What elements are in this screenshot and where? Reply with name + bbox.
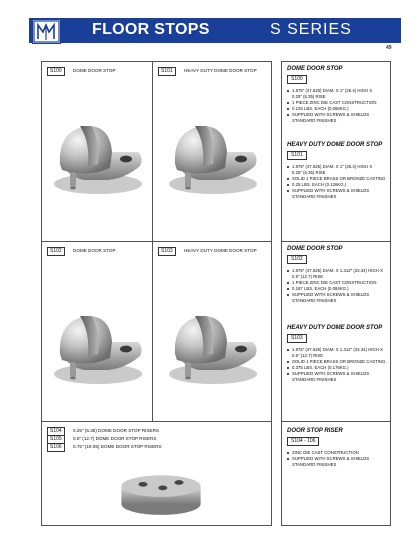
page-number: 49: [386, 45, 392, 51]
dome-door-stop-image: [48, 297, 148, 397]
spec-s104-106: [287, 428, 387, 468]
spec-line: 1.875" (47.625) DIAM. X 1" (25.4) HIGH X: [287, 88, 387, 94]
heavy-duty-dome-door-stop-image: [163, 112, 263, 202]
spec-line: 1.875" (47.625) DIAM. X 1" (25.4) HIGH X: [287, 164, 387, 170]
product-caption: HEAVY DUTY DOME DOOR STOP: [184, 248, 257, 253]
spec-code: S100: [287, 75, 307, 84]
page-title: FLOOR STOPS: [92, 21, 210, 38]
spec-line: SUPPLIED WITH SCREWS & SHIELDS: [287, 371, 387, 377]
spec-line: 0.25" (6.35) RISE: [292, 94, 326, 99]
spec-line: SUPPLIED WITH SCREWS & SHIELDS: [287, 188, 387, 194]
product-code: S104: [47, 427, 65, 436]
spec-line: STANDARD FINISHES: [292, 377, 337, 382]
spec-line: STANDARD FINISHES: [292, 118, 337, 123]
spec-line: 1.875" (47.625) DIAM. X 1.312" (33.34) HIGH X: [287, 347, 387, 353]
product-caption: DOME DOOR STOP: [73, 248, 116, 253]
spec-line: SUPPLIED WITH SCREWS & SHIELDS: [287, 292, 387, 298]
spec-s101: [287, 142, 387, 200]
door-stop-riser-image: [116, 464, 206, 519]
spec-line: 1.875" (47.625) DIAM. X 1.312" (33.34) HIGH X: [287, 268, 387, 274]
product-caption: 0.25" (6.35) DOME DOOR STOP RISERS: [73, 428, 159, 433]
spec-heading: DOME DOOR STOP: [287, 66, 343, 72]
product-code: S102: [47, 247, 65, 256]
spec-list: [287, 164, 387, 200]
heavy-duty-dome-door-stop-image: [163, 297, 263, 397]
spec-heading: HEAVY DUTY DOME DOOR STOP: [287, 325, 383, 331]
spec-line: 1 PIECE ZINC DIE CAST CONSTRUCTION: [287, 280, 387, 286]
spec-line: SUPPLIED WITH SCREWS & SHIELDS: [287, 456, 387, 462]
product-cell-s100: [41, 61, 154, 243]
spec-heading: DOME DOOR STOP: [287, 246, 343, 252]
product-cell-s101: [152, 61, 272, 243]
catalog-header: [29, 18, 401, 43]
spec-list: [287, 268, 387, 304]
spec-line: 0.25" (6.35) RISE: [292, 170, 326, 175]
spec-line: 0.5" (12.7) RISE: [292, 274, 324, 279]
brand-logo-icon: [32, 19, 61, 44]
series-label: S SERIES: [270, 21, 352, 38]
spec-line: ZINC DIE CAST CONSTRUCTION: [287, 450, 387, 456]
spec-heading: DOOR STOP RISER: [287, 428, 343, 434]
product-caption: HEAVY DUTY DOME DOOR STOP: [184, 68, 257, 73]
spec-line: 0.125 LBS. EACH (0.056KG.): [287, 106, 387, 112]
dome-door-stop-image: [48, 112, 148, 202]
spec-line: 0.375 LBS. EACH (0.176KG.): [287, 365, 387, 371]
spec-line: 0.5" (12.7) RISE: [292, 353, 324, 358]
product-code: S100: [47, 67, 65, 76]
spec-s102: [287, 246, 387, 304]
product-caption: DOME DOOR STOP: [73, 68, 116, 73]
spec-code: S103: [287, 334, 307, 343]
product-code: S106: [47, 443, 65, 452]
spec-code: S104 - 106: [287, 437, 319, 446]
spec-list: [287, 347, 387, 383]
spec-line: SOLID 1 PIECE BRASS OR BRONZE CASTING: [287, 359, 387, 365]
product-caption: 0.5" (12.7) DOME DOOR STOP RISERS: [73, 436, 157, 441]
spec-line: STANDARD FINISHES: [292, 194, 337, 199]
spec-line: STANDARD FINISHES: [292, 298, 337, 303]
product-cell-risers: [41, 421, 272, 526]
product-code: S101: [158, 67, 176, 76]
product-code: S103: [158, 247, 176, 256]
spec-line: STANDARD FINISHES: [292, 462, 337, 467]
spec-list: [287, 450, 387, 468]
spec-line: 1 PIECE ZINC DIE CAST CONSTRUCTION: [287, 100, 387, 106]
spec-line: SOLID 1 PIECE BRASS OR BRONZE CASTING: [287, 176, 387, 182]
spec-code: S101: [287, 151, 307, 160]
spec-s100: [287, 66, 387, 124]
spec-line: 0.25 LBS. EACH (0.126KG.): [287, 182, 387, 188]
spec-list: [287, 88, 387, 124]
spec-code: S102: [287, 255, 307, 264]
spec-heading: HEAVY DUTY DOME DOOR STOP: [287, 142, 383, 148]
product-cell-s103: [152, 241, 272, 423]
product-caption: 0.75" (19.05) DOME DOOR STOP RISERS: [73, 444, 162, 449]
spec-line: 0.187 LBS. EACH (0.084KG.): [287, 286, 387, 292]
product-cell-s102: [41, 241, 154, 423]
spec-line: SUPPLIED WITH SCREWS & SHIELDS: [287, 112, 387, 118]
product-code: S105: [47, 435, 65, 444]
spec-s103: [287, 325, 387, 383]
